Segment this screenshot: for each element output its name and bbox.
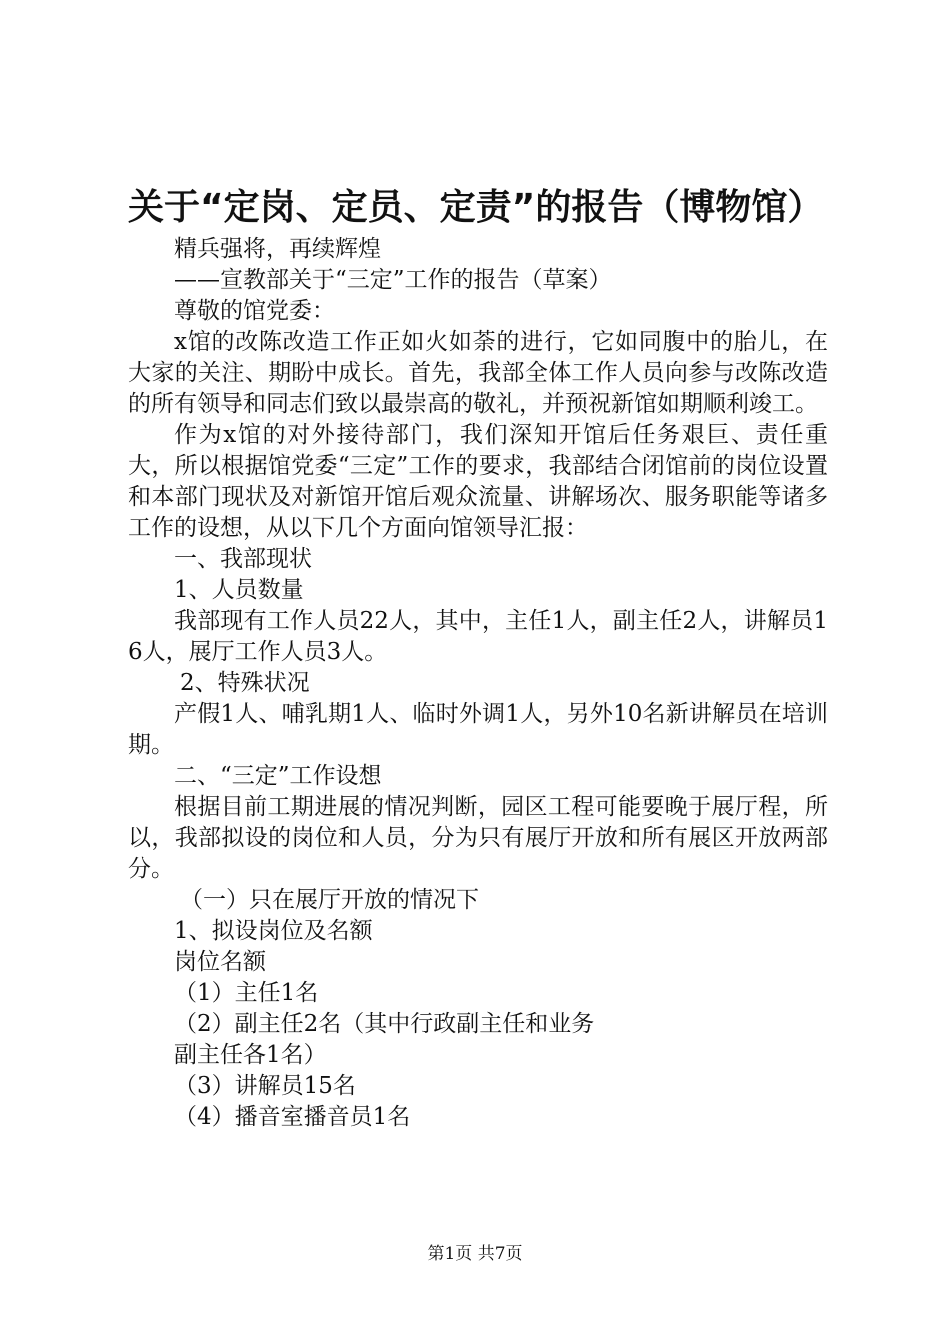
document-body: [128, 234, 828, 1133]
document-title: 关于“定岗、定员、定责”的报告（博物馆）: [128, 187, 824, 228]
post-item: （4）播音室播音员1名: [174, 1104, 411, 1130]
page-number-footer: 第1页 共7页: [427, 1244, 523, 1264]
salutation: 尊敬的馆党委：: [174, 298, 335, 324]
item-heading-staff-count: 1、人员数量: [174, 577, 304, 603]
post-item-continuation: 副主任各1名）: [174, 1042, 327, 1068]
paragraph-staff-count: 我部现有工作人员22人，其中，主任1人，副主任2人，讲解员16人，展厅工作人员3人。: [128, 608, 828, 665]
subsection-heading-hall-only: （一）只在展厅开放的情况下: [180, 887, 479, 913]
paragraph-background: 作为x馆的对外接待部门，我们深知开馆后任务艰巨、责任重大，所以根据馆党委“三定”工作的要求，我部结合闭馆前的岗位设置和本部门现状及对新馆开馆后观众流量、讲解场次、服务职能等诸多工作的设想，从以下几个方面向馆领导汇报：: [128, 422, 828, 541]
posts-header: 岗位名额: [174, 949, 266, 975]
subtitle-secondary: ——宣教部关于“三定”工作的报告（草案）: [174, 267, 612, 293]
section-heading-plan: 二、“三定”工作设想: [174, 763, 382, 789]
subtitle: 精兵强将，再续辉煌: [174, 236, 381, 262]
paragraph-plan: 根据目前工期进展的情况判断，园区工程可能要晚于展厅程，所以，我部拟设的岗位和人员，分为只有展厅开放和所有展区开放两部分。: [128, 794, 828, 882]
paragraph-intro: x馆的改陈改造工作正如火如荼的进行，它如同腹中的胎儿，在大家的关注、期盼中成长。首先，我部全体工作人员向参与改陈改造的所有领导和同志们致以最崇高的敬礼，并预祝新馆如期顺利竣工。: [128, 329, 828, 417]
item-heading-posts: 1、拟设岗位及名额: [174, 918, 373, 944]
post-item: （1）主任1名: [174, 980, 319, 1006]
post-item: （3）讲解员15名: [174, 1073, 356, 1099]
post-item: （2）副主任2名（其中行政副主任和业务: [174, 1011, 595, 1037]
section-heading-current-status: 一、我部现状: [174, 546, 312, 572]
paragraph-special-status: 产假1人、哺乳期1人、临时外调1人，另外10名新讲解员在培训期。: [128, 701, 828, 758]
item-heading-special-status: 2、特殊状况: [180, 670, 310, 696]
